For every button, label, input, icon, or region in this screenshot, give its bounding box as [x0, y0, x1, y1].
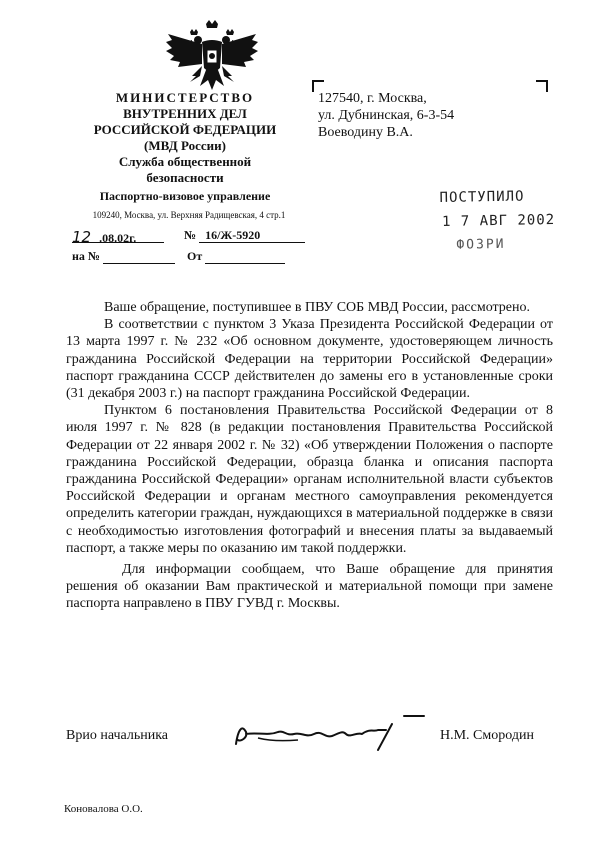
ministry-line: безопасности	[146, 170, 224, 185]
reference-row	[72, 249, 322, 267]
ministry-line: (МВД России)	[144, 138, 226, 153]
address-corner-mark	[536, 80, 548, 92]
registration-number: 16/Ж-5920	[199, 228, 305, 243]
double-headed-eagle-icon	[162, 20, 262, 92]
stamp-date: 1 7 АВГ 2002	[441, 211, 556, 230]
number-label: №	[184, 228, 197, 242]
ministry-line: Служба общественной	[118, 154, 252, 169]
department-address: 109240, Москва, ул. Верхняя Радищевская, 4 стр.1	[92, 210, 286, 220]
ref-number-blank	[103, 249, 175, 264]
ministry-line: РОССИЙСКОЙ ФЕДЕРАЦИИ	[93, 122, 277, 137]
ministry-line: МИНИСТЕРСТВО	[115, 90, 255, 105]
recipient-line: Воеводину В.А.	[318, 125, 413, 140]
signatory-name: Н.М. Смородин	[440, 728, 534, 743]
stamp-line: ПОСТУПИЛО	[439, 188, 525, 207]
executor-name: Коновалова О.О.	[64, 803, 143, 815]
body-paragraph: В соответствии с пунктом 3 Указа Президента Российской Федерации от 13 марта 1997 г. № 232 «Об основном документе, удостоверяющем личность гражданина Российской Федерации на территории Российской Федерации» паспорт гражданина СССР действителен до замены его в установленные сроки (31 декабря 2003 г.) на паспорт гражданина Российской Федерации.	[66, 317, 553, 402]
from-label: От	[186, 249, 203, 263]
stamp-line: ФОЗРИ	[456, 236, 506, 253]
letter-body	[66, 299, 553, 613]
registration-row	[72, 228, 322, 246]
signatory-title: Врио начальника	[66, 728, 169, 743]
body-paragraph: Ваше обращение, поступившее в ПВУ СОБ МВД России, рассмотрено.	[104, 300, 531, 315]
date-day-handwritten: 12	[72, 228, 92, 246]
received-stamp	[439, 184, 555, 258]
date-rest: .08.02г.	[99, 231, 137, 245]
from-date-blank	[205, 249, 285, 264]
recipient-line: 127540, г. Москва,	[318, 91, 427, 106]
registration-date	[72, 228, 164, 246]
ref-label: на №	[72, 249, 100, 263]
ministry-line: ВНУТРЕННИХ ДЕЛ	[123, 106, 247, 121]
handwritten-signature	[228, 710, 428, 754]
recipient-line: ул. Дубнинская, 6-3-54	[318, 108, 455, 123]
ministry-header	[60, 90, 310, 186]
department-name: Паспортно-визовое управление	[99, 189, 271, 203]
body-paragraph: Для информации сообщаем, что Ваше обращение для принятия решения об оказании Вам практической и материальной помощи при замене паспорта направлено в ПВУ ГУВД г. Москвы.	[66, 562, 553, 612]
body-paragraph: Пунктом 6 постановления Правительства Российской Федерации от 8 июля 1997 г. № 828 (в редакции постановления Правительства Российской Федерации от 22 января 2002 г. № 32) «Об утверждении Положения о паспорте гражданина Российской Федерации, образца бланка и описания паспорта гражданина Российской Федерации» органам исполнительной власти субъектов Российской Федерации и органам местного самоуправления рекомендуется определить категории граждан, нуждающихся в материальной поддержке в связи с необходимостью изготовления фотографий и внесения платы за выдаваемый паспорт, а также меры по оказанию им такой поддержки.	[66, 403, 553, 556]
recipient-address	[318, 90, 454, 141]
